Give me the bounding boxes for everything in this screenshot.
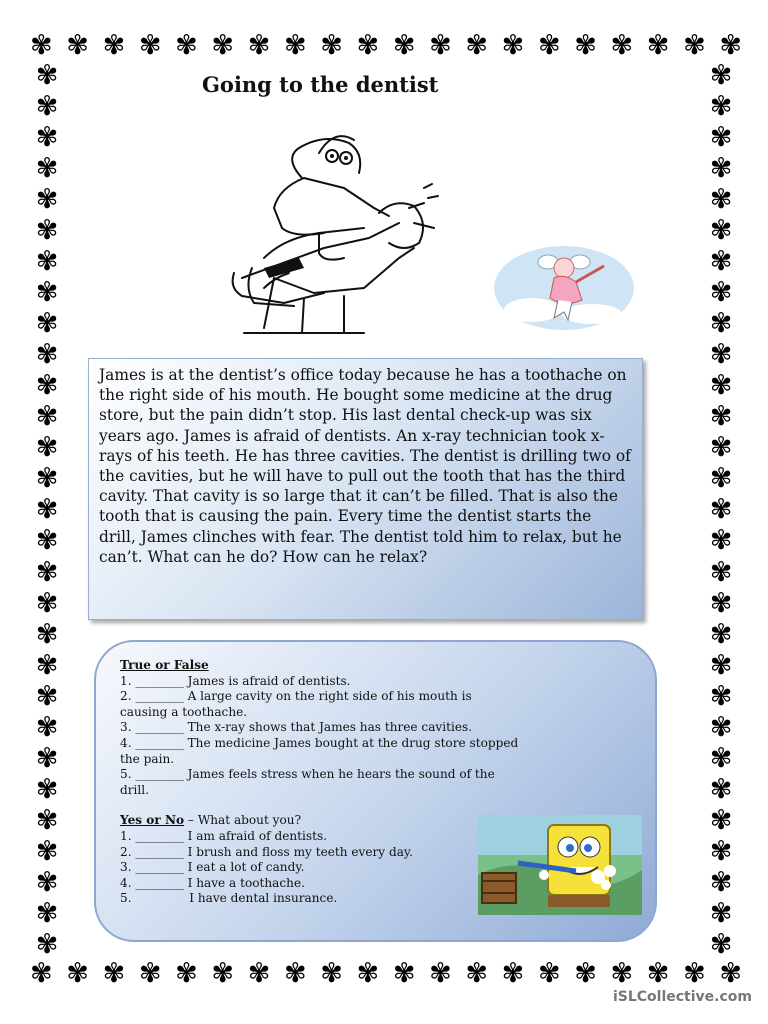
flower-ornament-icon: ✾ (30, 957, 53, 989)
flower-ornament-icon: ✾ (247, 957, 271, 989)
flower-ornament-icon: ✾ (683, 29, 706, 61)
flower-ornament-icon: ✾ (35, 91, 59, 123)
flower-ornament-icon: ✾ (465, 29, 488, 61)
flower-ornament-icon: ✾ (574, 29, 597, 61)
true-false-item: 2. ________ A large cavity on the right side of his mouth is causing a toothache. (120, 689, 472, 719)
flower-ornament-icon: ✾ (392, 29, 416, 61)
flower-ornament-icon: ✾ (356, 29, 380, 61)
page-title: Going to the dentist (202, 72, 439, 97)
flower-ornament-icon: ✾ (102, 29, 126, 61)
flower-ornament-icon: ✾ (709, 370, 733, 402)
flower-ornament-icon: ✾ (35, 556, 59, 588)
flower-ornament-icon: ✾ (35, 432, 59, 464)
flower-ornament-icon: ✾ (320, 957, 343, 989)
flower-ornament-icon: ✾ (211, 957, 235, 989)
flower-ornament-icon: ✾ (35, 215, 59, 247)
flower-ornament-icon: ✾ (574, 957, 597, 989)
yes-no-heading: Yes or No (120, 813, 185, 828)
flower-ornament-icon: ✾ (709, 246, 733, 278)
flower-ornament-icon: ✾ (646, 29, 670, 61)
yes-no-item: 5. I have dental insurance. (120, 891, 338, 906)
flower-ornament-icon: ✾ (719, 29, 742, 61)
flower-ornament-icon: ✾ (35, 153, 59, 185)
flower-ornament-icon: ✾ (35, 804, 59, 836)
top-border (30, 30, 742, 60)
flower-ornament-icon: ✾ (247, 29, 271, 61)
flower-ornament-icon: ✾ (102, 957, 126, 989)
flower-ornament-icon: ✾ (35, 866, 59, 898)
flower-ornament-icon: ✾ (719, 957, 742, 989)
flower-ornament-icon: ✾ (35, 742, 59, 774)
left-border (30, 62, 64, 958)
flower-ornament-icon: ✾ (709, 711, 733, 743)
yes-no-item: 1. ________ I am afraid of dentists. (120, 828, 328, 843)
flower-ornament-icon: ✾ (709, 866, 733, 898)
yes-no-item: 2. ________ I brush and floss my teeth every day. (120, 844, 414, 859)
flower-ornament-icon: ✾ (35, 711, 59, 743)
flower-ornament-icon: ✾ (709, 525, 733, 557)
flower-ornament-icon: ✾ (610, 957, 634, 989)
flower-ornament-icon: ✾ (138, 29, 162, 61)
flower-ornament-icon: ✾ (35, 525, 59, 557)
flower-ornament-icon: ✾ (465, 957, 488, 989)
flower-ornament-icon: ✾ (35, 928, 59, 960)
true-false-item: 4. ________ The medicine James bought at the drug store stopped the pain. (120, 735, 519, 766)
flower-ornament-icon: ✾ (35, 277, 59, 309)
flower-ornament-icon: ✾ (35, 184, 59, 216)
flower-ornament-icon: ✾ (709, 649, 733, 681)
flower-ornament-icon: ✾ (709, 91, 733, 123)
true-false-item: 5. ________ James feels stress when he hears the sound of the drill. (120, 767, 495, 797)
flower-ornament-icon: ✾ (429, 29, 452, 61)
flower-ornament-icon: ✾ (35, 494, 59, 526)
yes-no-subheading: – What about you? (184, 813, 302, 828)
flower-ornament-icon: ✾ (709, 60, 733, 91)
flower-ornament-icon: ✾ (35, 308, 59, 340)
flower-ornament-icon: ✾ (35, 246, 59, 278)
flower-ornament-icon: ✾ (175, 29, 198, 61)
flower-ornament-icon: ✾ (211, 29, 235, 61)
flower-ornament-icon: ✾ (35, 370, 59, 402)
brushing-teeth-illustration (478, 815, 642, 915)
yes-no-item: 4. ________ I have a toothache. (120, 875, 305, 890)
flower-ornament-icon: ✾ (35, 680, 59, 712)
bottom-border (30, 958, 742, 988)
flower-ornament-icon: ✾ (66, 29, 89, 61)
flower-ornament-icon: ✾ (646, 957, 670, 989)
flower-ornament-icon: ✾ (175, 957, 198, 989)
flower-ornament-icon: ✾ (66, 957, 89, 989)
flower-ornament-icon: ✾ (537, 957, 561, 989)
flower-ornament-icon: ✾ (283, 29, 307, 61)
flower-ornament-icon: ✾ (35, 122, 59, 154)
flower-ornament-icon: ✾ (709, 742, 733, 774)
flower-ornament-icon: ✾ (709, 463, 733, 495)
flower-ornament-icon: ✾ (30, 29, 53, 61)
flower-ornament-icon: ✾ (35, 649, 59, 681)
flower-ornament-icon: ✾ (283, 957, 307, 989)
flower-ornament-icon: ✾ (709, 122, 733, 154)
flower-ornament-icon: ✾ (709, 215, 733, 247)
true-false-heading: True or False (120, 658, 209, 672)
flower-ornament-icon: ✾ (35, 339, 59, 371)
flower-ornament-icon: ✾ (35, 60, 59, 91)
flower-ornament-icon: ✾ (709, 897, 733, 929)
flower-ornament-icon: ✾ (392, 957, 416, 989)
flower-ornament-icon: ✾ (35, 587, 59, 619)
flower-ornament-icon: ✾ (709, 184, 733, 216)
flower-ornament-icon: ✾ (35, 463, 59, 495)
flower-ornament-icon: ✾ (709, 618, 733, 650)
flower-ornament-icon: ✾ (709, 680, 733, 712)
flower-ornament-icon: ✾ (501, 29, 525, 61)
flower-ornament-icon: ✾ (35, 618, 59, 650)
flower-ornament-icon: ✾ (35, 773, 59, 805)
flower-ornament-icon: ✾ (537, 29, 561, 61)
story-box (88, 358, 643, 620)
flower-ornament-icon: ✾ (356, 957, 380, 989)
flower-ornament-icon: ✾ (35, 897, 59, 929)
dentist-illustration (224, 128, 456, 336)
right-border (704, 62, 738, 958)
flower-ornament-icon: ✾ (709, 401, 733, 433)
true-false-item: 1. ________ James is afraid of dentists. (120, 673, 351, 688)
flower-ornament-icon: ✾ (683, 957, 706, 989)
flower-ornament-icon: ✾ (709, 308, 733, 340)
flower-ornament-icon: ✾ (709, 773, 733, 805)
flower-ornament-icon: ✾ (709, 587, 733, 619)
tooth-fairy-illustration (492, 238, 636, 334)
yes-no-item: 3. ________ I eat a lot of candy. (120, 860, 305, 875)
flower-ornament-icon: ✾ (709, 432, 733, 464)
flower-ornament-icon: ✾ (138, 957, 162, 989)
true-false-item: 3. ________ The x-ray shows that James has three cavities. (120, 720, 473, 735)
flower-ornament-icon: ✾ (501, 957, 525, 989)
flower-ornament-icon: ✾ (709, 835, 733, 867)
flower-ornament-icon: ✾ (709, 928, 733, 960)
flower-ornament-icon: ✾ (709, 277, 733, 309)
flower-ornament-icon: ✾ (709, 494, 733, 526)
flower-ornament-icon: ✾ (610, 29, 634, 61)
flower-ornament-icon: ✾ (35, 401, 59, 433)
flower-ornament-icon: ✾ (35, 835, 59, 867)
flower-ornament-icon: ✾ (709, 804, 733, 836)
flower-ornament-icon: ✾ (709, 556, 733, 588)
watermark: iSLCollective.com (612, 989, 752, 1005)
flower-ornament-icon: ✾ (429, 957, 452, 989)
story-paragraph: James is at the dentist’s office today because he has a toothache on the right side of his mouth. He bought some medicine at the drug store, but the pain didn’t stop. His last dental check-up was six years ago. James is afraid of dentists. An x-ray technician took x-rays of his teeth. He has three cavities. The dentist is drilling two of the cavities, but he will have to pull out the tooth that has the third cavity. That cavity is so large that it can’t be filled. That is also the tooth that is causing the pain. Every time the dentist starts the drill, James clinches with fear. The dentist told him to relax, but he can’t. What can he do? How can he relax? (99, 366, 631, 566)
flower-ornament-icon: ✾ (709, 153, 733, 185)
flower-ornament-icon: ✾ (320, 29, 343, 61)
flower-ornament-icon: ✾ (709, 339, 733, 371)
